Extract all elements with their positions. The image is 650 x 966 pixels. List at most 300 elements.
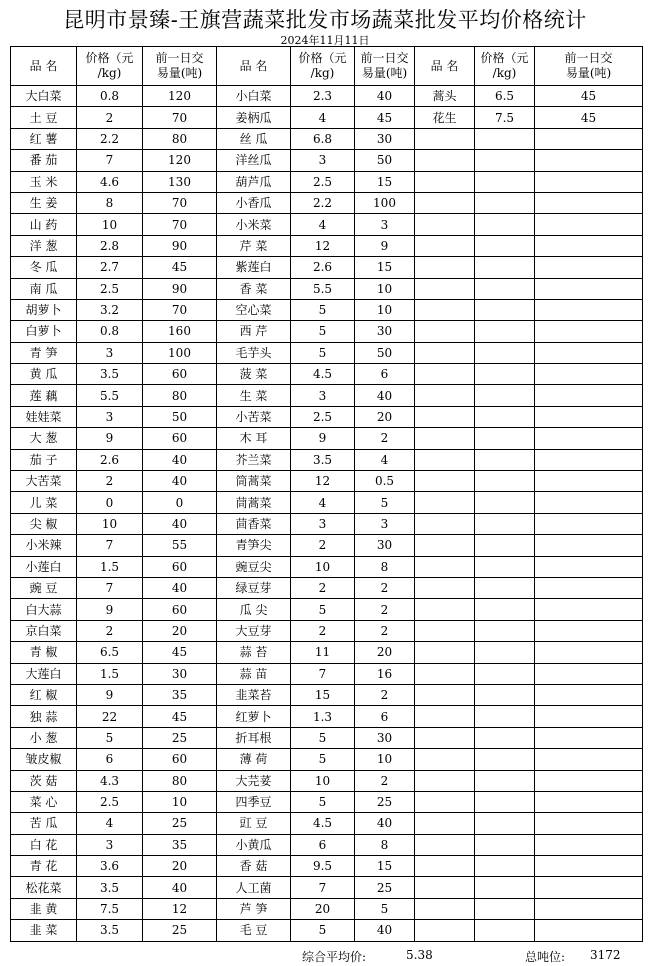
volume-cell: 0.5 <box>355 471 415 492</box>
price-cell: 3.5 <box>291 449 355 470</box>
price-cell <box>475 192 535 213</box>
table-row <box>11 556 643 577</box>
table-row <box>11 535 643 556</box>
price-cell <box>475 898 535 919</box>
volume-cell <box>535 321 643 342</box>
vegetable-name-cell: 大苦菜 <box>11 471 77 492</box>
volume-cell <box>535 128 643 149</box>
table-row <box>11 406 643 427</box>
volume-cell: 3 <box>355 214 415 235</box>
volume-cell <box>535 898 643 919</box>
volume-cell: 40 <box>143 513 217 534</box>
vegetable-name-cell <box>415 150 475 171</box>
vegetable-name-cell <box>415 513 475 534</box>
table-body <box>11 86 643 942</box>
volume-cell <box>535 770 643 791</box>
vegetable-name-cell: 小白菜 <box>217 86 291 107</box>
price-cell <box>475 449 535 470</box>
volume-cell: 30 <box>355 321 415 342</box>
table-row <box>11 663 643 684</box>
vegetable-name-cell: 山 药 <box>11 214 77 235</box>
vegetable-name-cell: 豌豆尖 <box>217 556 291 577</box>
price-cell: 3 <box>291 150 355 171</box>
volume-cell <box>535 449 643 470</box>
vegetable-name-cell <box>415 257 475 278</box>
volume-cell: 40 <box>143 449 217 470</box>
vegetable-name-cell: 蒜 苔 <box>217 642 291 663</box>
price-cell <box>475 856 535 877</box>
volume-cell: 90 <box>143 235 217 256</box>
price-cell <box>475 599 535 620</box>
table-row <box>11 128 643 149</box>
price-cell: 7 <box>77 150 143 171</box>
price-cell: 5 <box>291 321 355 342</box>
volume-cell: 2 <box>355 770 415 791</box>
vegetable-name-cell: 芹 菜 <box>217 235 291 256</box>
price-cell: 6 <box>291 834 355 855</box>
volume-cell: 12 <box>143 898 217 919</box>
header-volume: 前一日交 易量(吨) <box>355 47 415 86</box>
vegetable-name-cell: 红 椒 <box>11 684 77 705</box>
table-row <box>11 791 643 812</box>
vegetable-name-cell: 茼蒿菜 <box>217 492 291 513</box>
price-cell: 1.3 <box>291 706 355 727</box>
table-header-row <box>11 47 643 86</box>
vegetable-name-cell: 南 瓜 <box>11 278 77 299</box>
table-row <box>11 920 643 941</box>
vegetable-name-cell: 芥兰菜 <box>217 449 291 470</box>
vegetable-name-cell: 大莲白 <box>11 663 77 684</box>
vegetable-name-cell <box>415 684 475 705</box>
price-cell: 9 <box>77 684 143 705</box>
price-cell: 2 <box>77 471 143 492</box>
vegetable-name-cell <box>415 727 475 748</box>
volume-cell <box>535 535 643 556</box>
vegetable-name-cell: 折耳根 <box>217 727 291 748</box>
volume-cell: 45 <box>535 86 643 107</box>
price-cell: 2 <box>291 535 355 556</box>
volume-cell: 8 <box>355 556 415 577</box>
table-row <box>11 471 643 492</box>
vegetable-name-cell: 小苦菜 <box>217 406 291 427</box>
price-cell: 3 <box>77 342 143 363</box>
price-cell <box>475 214 535 235</box>
volume-cell <box>535 513 643 534</box>
price-cell <box>475 406 535 427</box>
table-row <box>11 513 643 534</box>
table-row <box>11 599 643 620</box>
vegetable-name-cell <box>415 791 475 812</box>
price-cell: 2.5 <box>291 171 355 192</box>
price-cell: 7.5 <box>77 898 143 919</box>
price-cell: 4 <box>77 813 143 834</box>
volume-cell: 100 <box>355 192 415 213</box>
vegetable-name-cell: 生 菜 <box>217 385 291 406</box>
header-name: 品 名 <box>11 47 77 86</box>
table-row <box>11 877 643 898</box>
volume-cell: 10 <box>355 749 415 770</box>
volume-cell <box>535 834 643 855</box>
volume-cell: 6 <box>355 364 415 385</box>
price-cell: 7 <box>291 877 355 898</box>
price-cell <box>475 727 535 748</box>
volume-cell <box>535 278 643 299</box>
vegetable-name-cell: 筒蒿菜 <box>217 471 291 492</box>
price-cell <box>475 684 535 705</box>
volume-cell: 25 <box>143 813 217 834</box>
table-row <box>11 749 643 770</box>
volume-cell: 40 <box>355 920 415 941</box>
volume-cell: 55 <box>143 535 217 556</box>
report-date: 2024年11月11日 <box>280 34 370 47</box>
volume-cell: 100 <box>143 342 217 363</box>
table-row <box>11 684 643 705</box>
volume-cell: 80 <box>143 770 217 791</box>
vegetable-name-cell: 毛 豆 <box>217 920 291 941</box>
vegetable-name-cell: 儿 菜 <box>11 492 77 513</box>
volume-cell: 25 <box>355 877 415 898</box>
vegetable-name-cell <box>415 492 475 513</box>
vegetable-name-cell <box>415 171 475 192</box>
volume-cell: 2 <box>355 577 415 598</box>
volume-cell <box>535 663 643 684</box>
price-table <box>10 46 643 942</box>
price-cell <box>475 642 535 663</box>
header-volume: 前一日交 易量(吨) <box>143 47 217 86</box>
volume-cell: 40 <box>355 86 415 107</box>
header-price: 价格（元 /kg) <box>77 47 143 86</box>
vegetable-name-cell <box>415 877 475 898</box>
vegetable-name-cell <box>415 406 475 427</box>
volume-cell: 20 <box>355 406 415 427</box>
volume-cell: 10 <box>143 791 217 812</box>
vegetable-name-cell: 西 芹 <box>217 321 291 342</box>
price-cell: 3.2 <box>77 299 143 320</box>
price-cell <box>475 663 535 684</box>
volume-cell <box>535 235 643 256</box>
volume-cell <box>535 406 643 427</box>
vegetable-name-cell <box>415 364 475 385</box>
vegetable-name-cell <box>415 128 475 149</box>
volume-cell: 40 <box>355 813 415 834</box>
table-row <box>11 107 643 128</box>
volume-cell: 30 <box>143 663 217 684</box>
price-cell: 7 <box>77 577 143 598</box>
price-cell: 5.5 <box>77 385 143 406</box>
volume-cell: 90 <box>143 278 217 299</box>
volume-cell: 40 <box>143 877 217 898</box>
volume-cell: 2 <box>355 428 415 449</box>
vegetable-name-cell <box>415 834 475 855</box>
price-cell: 0.8 <box>77 86 143 107</box>
vegetable-name-cell: 大芫荽 <box>217 770 291 791</box>
volume-cell <box>535 428 643 449</box>
volume-cell: 45 <box>535 107 643 128</box>
volume-cell: 5 <box>355 492 415 513</box>
vegetable-name-cell <box>415 192 475 213</box>
volume-cell <box>535 299 643 320</box>
table-row <box>11 449 643 470</box>
volume-cell: 60 <box>143 428 217 449</box>
volume-cell: 70 <box>143 107 217 128</box>
vegetable-name-cell: 白大蒜 <box>11 599 77 620</box>
price-cell: 3.5 <box>77 920 143 941</box>
vegetable-name-cell: 人工菌 <box>217 877 291 898</box>
volume-cell <box>535 342 643 363</box>
vegetable-name-cell: 青 椒 <box>11 642 77 663</box>
price-cell: 12 <box>291 235 355 256</box>
vegetable-name-cell: 京白菜 <box>11 620 77 641</box>
volume-cell: 45 <box>143 642 217 663</box>
vegetable-name-cell: 小米辣 <box>11 535 77 556</box>
table-row <box>11 192 643 213</box>
volume-cell: 70 <box>143 299 217 320</box>
price-cell: 3 <box>291 513 355 534</box>
volume-cell <box>535 599 643 620</box>
vegetable-name-cell: 菜 心 <box>11 791 77 812</box>
price-cell: 5 <box>291 791 355 812</box>
price-cell <box>475 749 535 770</box>
volume-cell: 20 <box>143 856 217 877</box>
vegetable-name-cell <box>415 577 475 598</box>
table-row <box>11 385 643 406</box>
header-name: 品 名 <box>415 47 475 86</box>
table-row <box>11 727 643 748</box>
volume-cell: 60 <box>143 749 217 770</box>
volume-cell <box>535 192 643 213</box>
price-cell <box>475 428 535 449</box>
price-cell <box>475 299 535 320</box>
price-cell: 2 <box>77 620 143 641</box>
table-row <box>11 898 643 919</box>
volume-cell: 16 <box>355 663 415 684</box>
price-cell <box>475 535 535 556</box>
volume-cell: 50 <box>355 150 415 171</box>
volume-cell <box>535 856 643 877</box>
table-row <box>11 86 643 107</box>
vegetable-name-cell: 黄 瓜 <box>11 364 77 385</box>
volume-cell: 8 <box>355 834 415 855</box>
table-row <box>11 706 643 727</box>
vegetable-name-cell: 冬 瓜 <box>11 257 77 278</box>
price-cell <box>475 791 535 812</box>
header-price: 价格（元 /kg) <box>475 47 535 86</box>
vegetable-name-cell <box>415 235 475 256</box>
header-volume: 前一日交 易量(吨) <box>535 47 643 86</box>
price-cell <box>475 471 535 492</box>
vegetable-name-cell: 茨 菇 <box>11 770 77 791</box>
vegetable-name-cell: 小米菜 <box>217 214 291 235</box>
vegetable-name-cell: 苦 瓜 <box>11 813 77 834</box>
total-tonnage-label: 总吨位: <box>525 950 566 964</box>
price-cell: 5 <box>291 342 355 363</box>
price-cell: 4.6 <box>77 171 143 192</box>
vegetable-name-cell: 青笋尖 <box>217 535 291 556</box>
volume-cell: 80 <box>143 385 217 406</box>
vegetable-name-cell <box>415 321 475 342</box>
volume-cell <box>535 385 643 406</box>
volume-cell: 160 <box>143 321 217 342</box>
volume-cell: 4 <box>355 449 415 470</box>
price-cell: 20 <box>291 898 355 919</box>
price-cell: 1.5 <box>77 663 143 684</box>
vegetable-name-cell <box>415 299 475 320</box>
vegetable-name-cell: 蒜 苗 <box>217 663 291 684</box>
volume-cell: 40 <box>143 471 217 492</box>
volume-cell <box>535 684 643 705</box>
table-row <box>11 278 643 299</box>
vegetable-name-cell: 葫芦瓜 <box>217 171 291 192</box>
average-price-label: 综合平均价: <box>302 950 367 964</box>
price-cell <box>475 150 535 171</box>
price-cell: 9 <box>77 428 143 449</box>
price-cell <box>475 813 535 834</box>
price-cell <box>475 321 535 342</box>
vegetable-name-cell <box>415 556 475 577</box>
price-cell: 6 <box>77 749 143 770</box>
vegetable-name-cell: 紫莲白 <box>217 257 291 278</box>
volume-cell <box>535 492 643 513</box>
vegetable-name-cell <box>415 898 475 919</box>
price-cell: 15 <box>291 684 355 705</box>
vegetable-name-cell <box>415 428 475 449</box>
volume-cell: 50 <box>355 342 415 363</box>
vegetable-name-cell <box>415 620 475 641</box>
table-row <box>11 770 643 791</box>
volume-cell: 25 <box>355 791 415 812</box>
price-cell <box>475 770 535 791</box>
price-cell: 22 <box>77 706 143 727</box>
vegetable-name-cell: 姜柄瓜 <box>217 107 291 128</box>
volume-cell: 45 <box>143 257 217 278</box>
average-price-value: 5.38 <box>406 948 433 962</box>
vegetable-name-cell: 青 笋 <box>11 342 77 363</box>
price-cell: 12 <box>291 471 355 492</box>
vegetable-name-cell: 小黄瓜 <box>217 834 291 855</box>
price-cell <box>475 577 535 598</box>
vegetable-name-cell: 韭 菜 <box>11 920 77 941</box>
volume-cell: 45 <box>143 706 217 727</box>
vegetable-name-cell: 小莲白 <box>11 556 77 577</box>
price-cell <box>475 235 535 256</box>
volume-cell: 25 <box>143 727 217 748</box>
volume-cell: 70 <box>143 192 217 213</box>
volume-cell: 2 <box>355 620 415 641</box>
volume-cell <box>535 877 643 898</box>
price-cell <box>475 257 535 278</box>
vegetable-name-cell <box>415 449 475 470</box>
volume-cell: 35 <box>143 684 217 705</box>
volume-cell <box>535 471 643 492</box>
vegetable-name-cell <box>415 214 475 235</box>
price-cell: 10 <box>77 513 143 534</box>
vegetable-name-cell: 菠 菜 <box>217 364 291 385</box>
price-cell: 2.7 <box>77 257 143 278</box>
volume-cell: 50 <box>143 406 217 427</box>
volume-cell <box>535 727 643 748</box>
volume-cell: 0 <box>143 492 217 513</box>
price-cell <box>475 171 535 192</box>
table-row <box>11 257 643 278</box>
table-row <box>11 299 643 320</box>
vegetable-name-cell <box>415 663 475 684</box>
vegetable-name-cell <box>415 813 475 834</box>
price-cell: 1.5 <box>77 556 143 577</box>
volume-cell <box>535 620 643 641</box>
price-cell: 2 <box>291 620 355 641</box>
vegetable-name-cell: 蒿头 <box>415 86 475 107</box>
vegetable-name-cell: 洋 葱 <box>11 235 77 256</box>
vegetable-name-cell: 绿豆芽 <box>217 577 291 598</box>
table-row <box>11 150 643 171</box>
price-cell <box>475 620 535 641</box>
price-cell: 2.6 <box>77 449 143 470</box>
price-cell <box>475 364 535 385</box>
vegetable-name-cell: 茄 子 <box>11 449 77 470</box>
price-cell: 3 <box>77 406 143 427</box>
vegetable-name-cell: 香 菜 <box>217 278 291 299</box>
table-row <box>11 321 643 342</box>
table-row <box>11 364 643 385</box>
vegetable-name-cell: 薄 荷 <box>217 749 291 770</box>
vegetable-name-cell <box>415 471 475 492</box>
vegetable-name-cell: 独 蒜 <box>11 706 77 727</box>
price-cell: 9 <box>77 599 143 620</box>
price-cell: 5 <box>77 727 143 748</box>
price-cell: 2.2 <box>291 192 355 213</box>
vegetable-name-cell: 小香瓜 <box>217 192 291 213</box>
volume-cell: 40 <box>143 577 217 598</box>
volume-cell <box>535 577 643 598</box>
vegetable-name-cell <box>415 599 475 620</box>
volume-cell <box>535 364 643 385</box>
vegetable-name-cell: 韭菜苔 <box>217 684 291 705</box>
table-row <box>11 577 643 598</box>
volume-cell: 10 <box>355 299 415 320</box>
header-name: 品 名 <box>217 47 291 86</box>
volume-cell: 5 <box>355 898 415 919</box>
volume-cell: 20 <box>355 642 415 663</box>
volume-cell: 130 <box>143 171 217 192</box>
price-cell: 7 <box>77 535 143 556</box>
vegetable-name-cell: 红萝卜 <box>217 706 291 727</box>
price-cell <box>475 706 535 727</box>
vegetable-name-cell <box>415 535 475 556</box>
volume-cell <box>535 642 643 663</box>
price-cell: 10 <box>77 214 143 235</box>
price-cell: 7 <box>291 663 355 684</box>
vegetable-name-cell: 番 茄 <box>11 150 77 171</box>
volume-cell: 45 <box>355 107 415 128</box>
volume-cell <box>535 813 643 834</box>
price-cell <box>475 877 535 898</box>
volume-cell: 30 <box>355 727 415 748</box>
volume-cell: 6 <box>355 706 415 727</box>
vegetable-name-cell <box>415 385 475 406</box>
vegetable-name-cell: 胡萝卜 <box>11 299 77 320</box>
vegetable-name-cell <box>415 342 475 363</box>
price-cell: 6.5 <box>475 86 535 107</box>
price-cell: 5 <box>291 749 355 770</box>
price-cell: 9 <box>291 428 355 449</box>
vegetable-name-cell: 香 菇 <box>217 856 291 877</box>
volume-cell: 15 <box>355 171 415 192</box>
table-row <box>11 342 643 363</box>
table-row <box>11 171 643 192</box>
price-cell: 3 <box>291 385 355 406</box>
price-cell: 5.5 <box>291 278 355 299</box>
price-cell: 11 <box>291 642 355 663</box>
